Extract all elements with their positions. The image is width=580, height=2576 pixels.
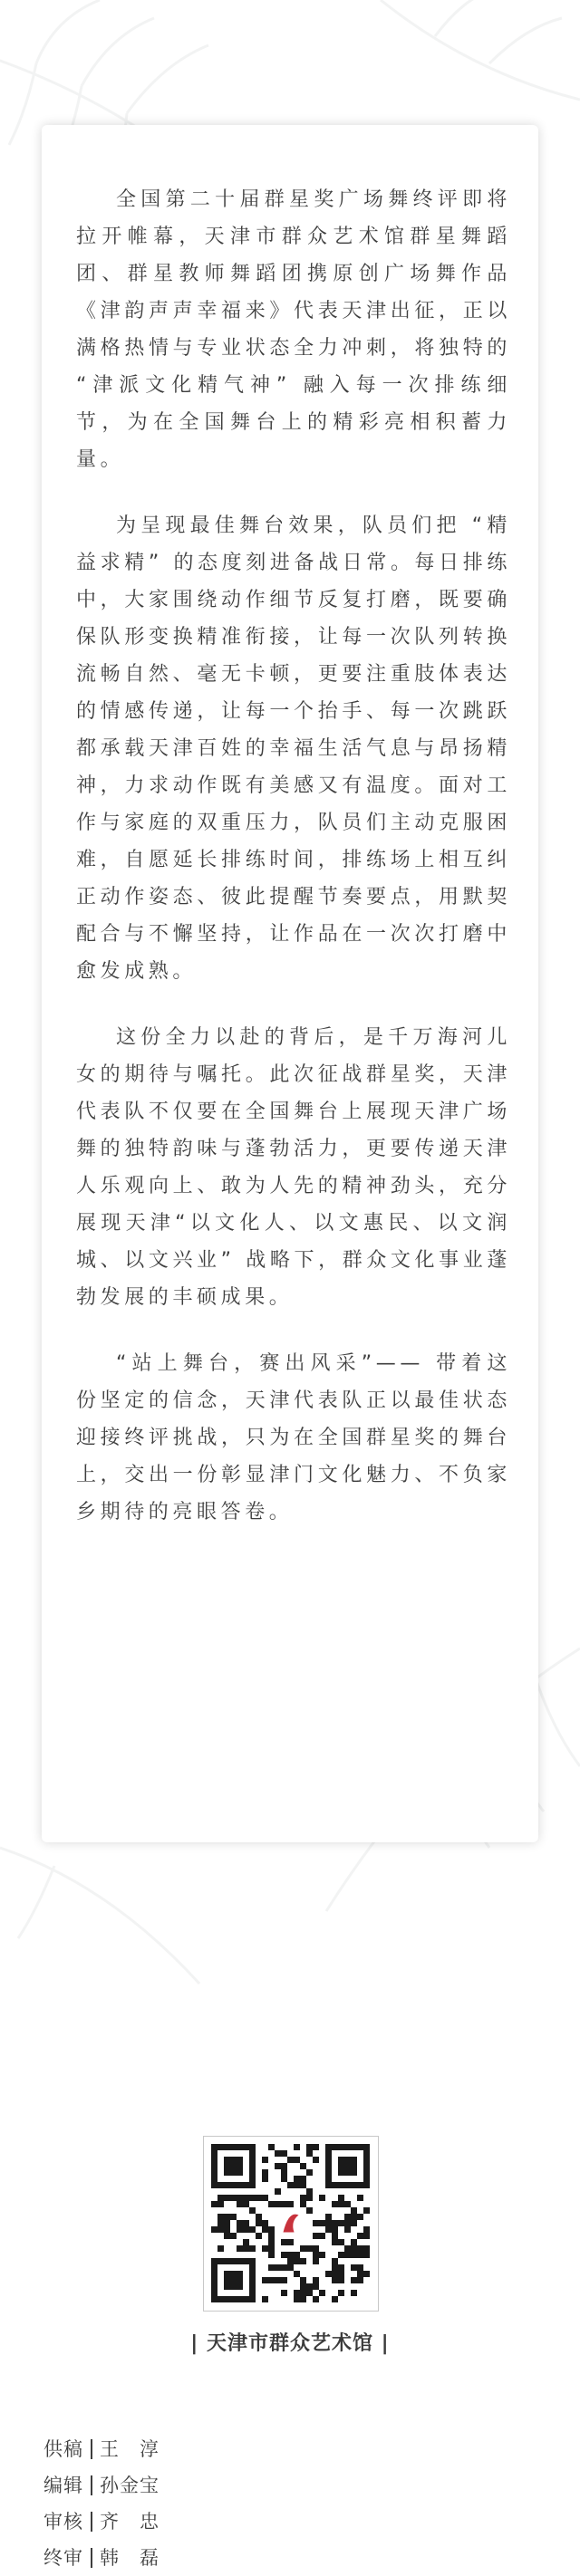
credit-role: 审核 [44,2511,83,2533]
credit-role: 供稿 [44,2438,83,2460]
credit-separator [91,2548,92,2568]
credit-name: 王 淳 [100,2438,160,2460]
credit-row-final-reviewer [44,2540,160,2576]
qr-code-image [204,2137,378,2311]
credit-name: 齐 忠 [100,2511,160,2533]
credit-role: 编辑 [44,2475,83,2496]
credit-role: 终审 [44,2547,83,2569]
article-paragraph-2: 为呈现最佳舞台效果，队员们把 “精益求精” 的态度刻进备战日常。每日排练中，大家围绕动作细节反复打磨，既要确保队形变换精准衔接，让每一次队列转换流畅自然、毫无卡顿，更要注重肢体表达的情感传递，让每一个抬手、每一次跳跃都承载天津百姓的幸福生活气息与昂扬精神，力求动作既有美感又有温度。面对工作与家庭的双重压力，队员们主动克服困难，自愿延长排练时间，排练场上相互纠正动作姿态、彼此提醒节奏要点，用默契配合与不懈坚持，让作品在一次次打磨中愈发成熟。 [76,514,511,983]
credit-separator [91,2439,92,2459]
article-card [42,125,538,1842]
qr-caption: | 天津市群众艺术馆 | [190,2332,390,2355]
qr-code[interactable] [203,2136,379,2312]
credit-separator [91,2475,92,2495]
credits-block [44,2431,160,2576]
article-paragraph-1: 全国第二十届群星奖广场舞终评即将拉开帷幕，天津市群众艺术馆群星舞蹈团、群星教师舞蹈团携原创广场舞作品《津韵声声幸福来》代表天津出征，正以满格热情与专业状态全力冲刺，将独特的 “津派文化精气神” 融入每一次排练细节，为在全国舞台上的精彩亮相积蓄力量。 [76,188,511,471]
credit-row-editor [44,2467,160,2504]
article-paragraph-4: “站上舞台，赛出风采”—— 带着这份坚定的信念，天津代表队正以最佳状态迎接终评挑战，只为在全国群星奖的舞台上，交出一份彰显津门文化魅力、不负家乡期待的亮眼答卷。 [76,1352,511,1523]
credit-separator [91,2512,92,2532]
credit-name: 孙金宝 [100,2475,160,2496]
credit-row-source [44,2431,160,2467]
article-paragraph-3: 这份全力以赴的背后，是千万海河儿女的期待与嘱托。此次征战群星奖，天津代表队不仅要在全国舞台上展现天津广场舞的独特韵味与蓬勃活力，更要传递天津人乐观向上、敢为人先的精神劲头，充分展现天津“以文化人、以文惠民、以文润城、以文兴业” 战略下，群众文化事业蓬勃发展的丰硕成果。 [76,1026,511,1309]
credit-row-reviewer [44,2504,160,2540]
credit-name: 韩 磊 [100,2547,160,2569]
